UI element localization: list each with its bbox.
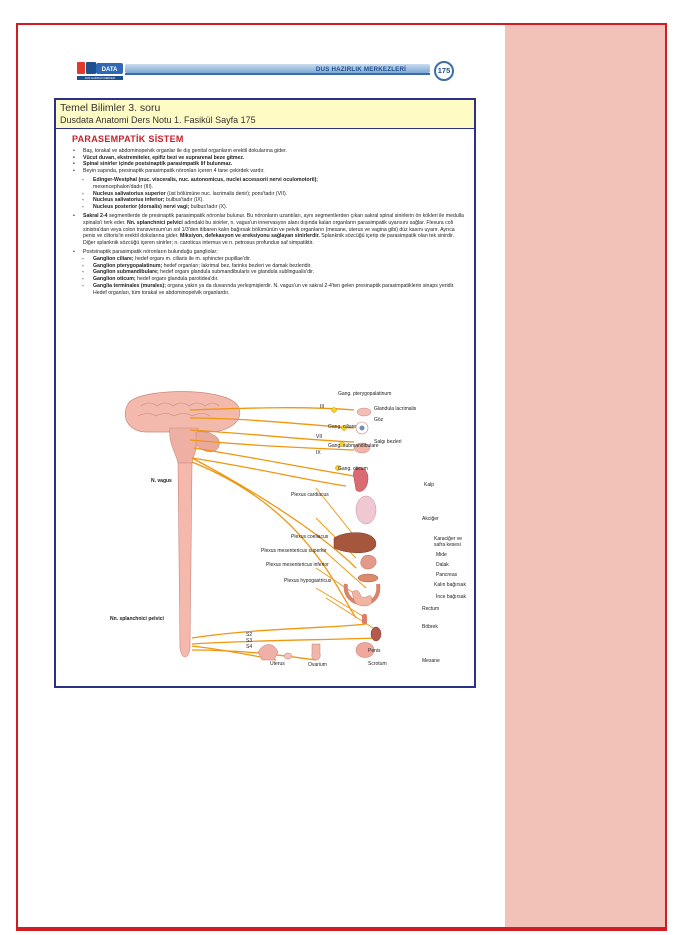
label-gang-ciliare: Gang. ciliare — [328, 424, 357, 430]
bottom-rule — [16, 928, 667, 931]
term: Ganglia terminales (murales); — [93, 282, 166, 289]
term: Edinger-Westphal (nuc. visceralis, nuc. autonomicus, nuclei accessorii nervi oculomotorii); — [93, 177, 319, 184]
spinal-cord-shape — [178, 463, 192, 657]
body-text — [70, 148, 466, 296]
term: Miksiyon, defekasyon ve ereksiyonu sağlayan sinirlerdir. — [180, 233, 320, 240]
text-line: bulbus'tadır (X). — [189, 204, 228, 211]
label-iii: III — [320, 404, 325, 410]
liver-shape — [334, 533, 376, 553]
term: Nucleus salivatorius inferior; — [93, 197, 165, 204]
label-nn-splan: Nn. splanchnici pelvici — [110, 616, 164, 622]
bullet-line — [70, 161, 466, 168]
label-scrotum: Scrotum — [368, 661, 387, 667]
term: Nn. splanchnici pelvici — [126, 220, 183, 227]
dash-line — [70, 177, 466, 190]
dash-line — [70, 204, 466, 211]
dash-line — [70, 283, 466, 296]
label-karaciger: Karaciğer ve — [434, 536, 463, 542]
label-penis: Penis — [368, 648, 381, 654]
label-plex-card: Plexus cardiacus — [291, 492, 329, 498]
label-s2: S2 — [246, 632, 253, 638]
label-mesane: Mesane — [422, 658, 440, 664]
text-line: segmentlerde de presinaptik parasimpatik nöronlar bulunur. Bu nöronların uzantıları, aynı segmentlerden çıkan sakral spinal sinirlerin ön kökleri ile medulla spinalis'i terk eder. — [83, 213, 464, 227]
text-line: (üst bölümüne nuc. lacrimalis denir); pons'tadır (VII). — [165, 190, 288, 197]
dash-line — [70, 276, 466, 283]
label-kalin: Kalın bağırsak — [434, 582, 466, 588]
brain-shape — [125, 392, 240, 433]
lung-shape — [356, 496, 376, 524]
text-line: Postsinaptik parasimpatik nöronların bulunduğu gangliolar; — [83, 249, 218, 256]
bullet-line — [70, 148, 466, 155]
pancreas-shape — [358, 574, 378, 582]
term: Ganglion oticum; — [93, 276, 136, 283]
text-line: hedef organı m. ciliaris ile m. sphincter pupillae'dir. — [133, 256, 251, 263]
page-number: 175 — [434, 61, 454, 81]
bullet-paragraph — [70, 213, 466, 247]
label-akciger: Akciğer — [422, 516, 439, 522]
label-rectum: Rectum — [422, 606, 440, 612]
label-s4: S4 — [246, 644, 253, 650]
stomach-shape — [361, 555, 376, 569]
bullet-line — [70, 249, 466, 256]
text-line: Baş, torakal ve abdominopelvik organlar ile dış genital organların erektil dokularına gider. — [83, 148, 287, 154]
bullet-line — [70, 155, 466, 162]
question-source: Dusdata Anatomi Ders Notu 1. Fasikül Sayfa 175 — [60, 115, 256, 125]
rectum-shape — [362, 614, 367, 624]
term: Nucleus posterior (dorsalis) nervi vagi; — [93, 204, 190, 211]
label-plex-mes-sup: Plexus mesentericus superior — [261, 548, 327, 554]
dash-line — [70, 269, 466, 276]
label-goz: Göz — [374, 417, 384, 423]
label-ix: IX — [316, 450, 321, 456]
dash-line — [70, 191, 466, 198]
label-salgi: Salgı bezleri — [374, 439, 402, 445]
term: Ganglion pterygopalatinum; — [93, 262, 163, 269]
term: Nucleus salivatorius superior — [93, 190, 166, 197]
label-gang-oticum: Gang. oticum — [338, 466, 368, 472]
label-plex-coel: Plexus coeliacus — [291, 534, 329, 540]
logo-text: DATA — [101, 67, 118, 73]
text-line: Spinal sinirler içinde postsinaptik parasimpatik lif bulunmaz. — [83, 161, 233, 168]
text-line: Vücut duvarı, ekstremiteler, epifiz bezi ve suprarenal beze gitmez. — [83, 154, 245, 161]
label-plex-hypo: Plexus hypogastricus — [284, 578, 332, 584]
dash-line — [70, 256, 466, 263]
label-gang-ptery: Gang. pterygopalatinum — [338, 391, 392, 397]
text-line: hedef organları; lakrimal bez, farinks bezleri ve damak bezleridir. — [162, 262, 312, 269]
ovary-shape — [284, 653, 292, 659]
term: Sakral 2-4 — [83, 213, 108, 220]
text-line: Splanknik sözcüğü içerip de parasimpatik olan tek sinirdir. Diğer splanknik sözcüğü içeren sinirler; n. caroticus internus ve n. petrosus profundus saf simpatiktir. — [83, 233, 454, 247]
label-vii: VII — [316, 434, 323, 440]
question-title: Temel Bilimler 3. soru — [60, 102, 161, 114]
label-plex-mes-inf: Plexus mesentericus inferior — [266, 562, 329, 568]
label-dalak: Dalak — [436, 562, 449, 568]
dash-line — [70, 263, 466, 270]
logo-subtext: DUS HAZIRLIK MERKEZİ — [84, 77, 116, 81]
label-bobrek: Böbrek — [422, 624, 438, 630]
label-safra: safra kesesi — [434, 542, 461, 548]
text-line: adındaki bu sinirler, n. vagus'un innervasyon alanı dışında kalan organların parasimpatik uyarısını sağlar. Flexura coli sinistra'dan veya colon transversum'un sol 1/3'den itibaren kalın bağırsak bölümünün ve pelvik organların (mesane, uterus ve vagina gibi) düz kasını uyarır. Ayrıca penis ve clitoris'in erektil dokularına gider. — [83, 220, 455, 240]
label-s3: S3 — [246, 638, 253, 644]
label-n-vagus: N. vagus — [151, 478, 172, 484]
uterus-shape — [258, 645, 278, 661]
term: Ganglion submandibulare; — [93, 269, 159, 276]
bullet-line — [70, 168, 466, 175]
dusdata-logo — [77, 60, 125, 82]
lacrimal-gland-shape — [357, 408, 371, 416]
label-gang-submand: Gang. submandibulare — [328, 443, 379, 449]
label-ince: İnce bağırsak — [436, 594, 466, 600]
label-pancreas: Pancreas — [436, 572, 458, 578]
label-kalp: Kalp — [424, 482, 435, 488]
text-line: bulbus'tadır (IX). — [164, 197, 204, 204]
header-title: DUS HAZIRLIK MERKEZLERİ — [315, 66, 407, 73]
dash-line — [70, 197, 466, 204]
term: Ganglion ciliare; — [93, 256, 134, 263]
text-line: Beyin sapında, presinaptik parasimpatik nöronları içeren 4 tane çekirdek vardır. — [83, 168, 265, 175]
label-ovarium: Ovarium — [308, 662, 327, 668]
text-line: hedef organı glandula parotidea'dır. — [135, 276, 219, 283]
label-uterus: Uterus — [270, 661, 285, 667]
text-line: hedef organı glandula submandibularis ve glandula sublingualis'dir. — [158, 269, 314, 276]
parasympathetic-diagram — [106, 388, 466, 676]
text-line: organa yakın ya da duvarında yerleşmişlerdir. N. vagus'un ve sakral 2-4'ten gelen presinaptik parasimpatiklerin sinaps yeridir. Hedef organları, tüm torakal ve abdominopelvik organlardır. — [93, 282, 455, 296]
label-gl-lacrimalis: Glandula lacrimalis — [374, 406, 417, 412]
question-header — [56, 100, 474, 129]
question-box — [54, 98, 476, 688]
penis-shape — [312, 644, 320, 660]
label-mide: Mide — [436, 552, 447, 558]
section-title: PARASEMPATİK SİSTEM — [72, 134, 184, 144]
kidney-shape — [371, 627, 381, 641]
text-line: mesencephalon'dadır (III). — [93, 184, 154, 191]
